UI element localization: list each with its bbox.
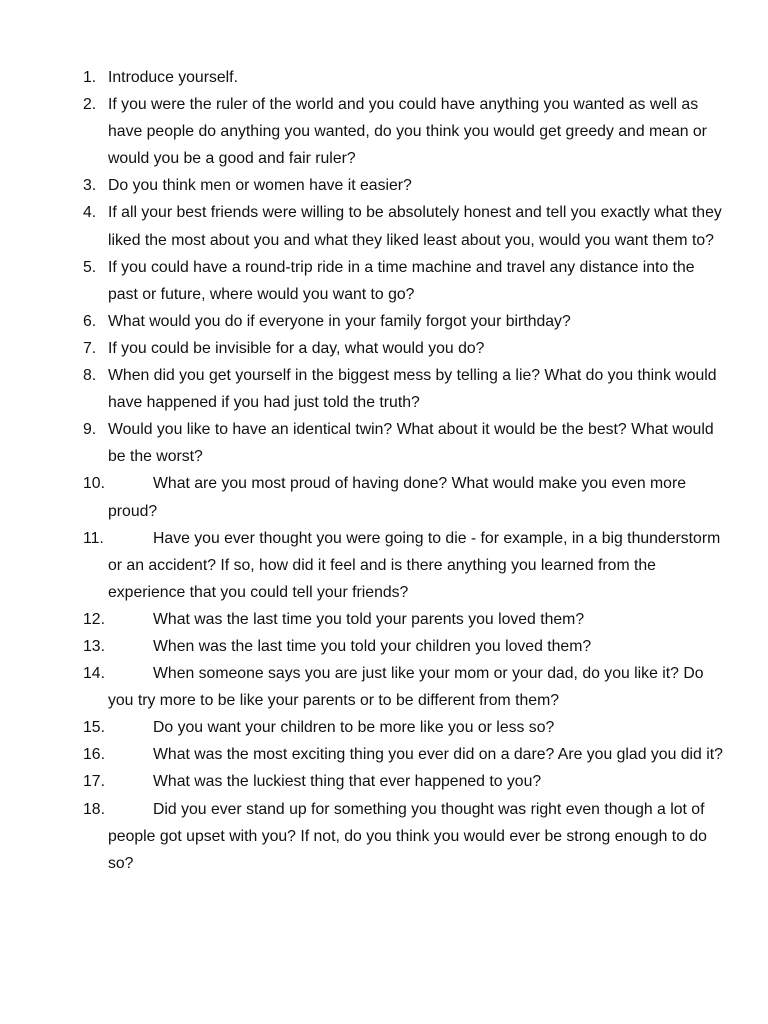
question-number: 17. <box>83 773 105 791</box>
question-text: What was the last time you told your parents you loved them? <box>153 610 585 628</box>
question-item <box>83 768 723 795</box>
question-item <box>83 714 723 741</box>
question-number: 7. <box>83 339 97 357</box>
question-item <box>83 254 723 308</box>
question-text: If you could have a round-trip ride in a time machine and travel any distance into the past or future, where would you want to go? <box>108 258 695 303</box>
question-text: Introduce yourself. <box>108 69 238 86</box>
question-item <box>83 660 723 714</box>
question-number: 2. <box>83 96 97 114</box>
question-text: If you were the ruler of the world and you could have anything you wanted as well as have people do anything you wanted, do you think you would get greedy and mean or would you be a good and fair ruler? <box>108 96 707 168</box>
question-number: 5. <box>83 258 97 276</box>
question-text: When did you get yourself in the biggest mess by telling a lie? What do you think would have happened if you had just told the truth? <box>108 367 717 412</box>
question-number: 10. <box>83 475 105 493</box>
question-item <box>83 64 723 91</box>
question-item <box>83 470 723 524</box>
question-text: What was the luckiest thing that ever happened to you? <box>153 773 542 791</box>
question-number: 12. <box>83 610 105 628</box>
question-text: Have you ever thought you were going to die - for example, in a big thunderstorm or an accident? If so, how did it feel and is there anything you learned from the experience that you could tell your friends? <box>108 529 721 601</box>
question-text: What was the most exciting thing you ever did on a dare? Are you glad you did it? <box>153 746 723 764</box>
question-number: 4. <box>83 204 97 222</box>
question-number: 13. <box>83 637 105 655</box>
question-item <box>83 606 723 633</box>
question-number: 1. <box>83 69 97 86</box>
question-number: 14. <box>83 665 105 683</box>
question-text: What are you most proud of having done? What would make you even more proud? <box>108 475 686 520</box>
question-list <box>83 64 723 877</box>
question-number: 9. <box>83 421 97 439</box>
question-item <box>83 335 723 362</box>
question-text: When was the last time you told your children you loved them? <box>153 637 592 655</box>
question-item <box>83 416 723 470</box>
question-item <box>83 172 723 199</box>
question-item <box>83 91 723 172</box>
question-number: 3. <box>83 177 97 195</box>
question-text: If you could be invisible for a day, what would you do? <box>108 339 485 357</box>
question-number: 8. <box>83 367 97 385</box>
question-text: Do you want your children to be more like you or less so? <box>153 719 555 737</box>
question-text: If all your best friends were willing to be absolutely honest and tell you exactly what they liked the most about you and what they liked least about you, would you want them to? <box>108 204 722 249</box>
question-text: Did you ever stand up for something you thought was right even though a lot of people got upset with you? If not, do you think you would ever be strong enough to do so? <box>108 800 707 872</box>
question-text: Would you like to have an identical twin? What about it would be the best? What would be the worst? <box>108 421 714 466</box>
question-text: When someone says you are just like your mom or your dad, do you like it? Do you try more to be like your parents or to be different from them? <box>108 665 704 710</box>
question-item <box>83 525 723 606</box>
question-number: 18. <box>83 800 105 818</box>
question-item <box>83 308 723 335</box>
question-number: 11. <box>83 529 104 547</box>
question-number: 6. <box>83 312 97 330</box>
question-item <box>83 741 723 768</box>
question-item <box>83 796 723 877</box>
question-item <box>83 362 723 416</box>
question-text: Do you think men or women have it easier? <box>108 177 412 195</box>
question-number: 16. <box>83 746 105 764</box>
question-text: What would you do if everyone in your family forgot your birthday? <box>108 312 571 330</box>
question-item <box>83 199 723 253</box>
question-item <box>83 633 723 660</box>
question-number: 15. <box>83 719 105 737</box>
